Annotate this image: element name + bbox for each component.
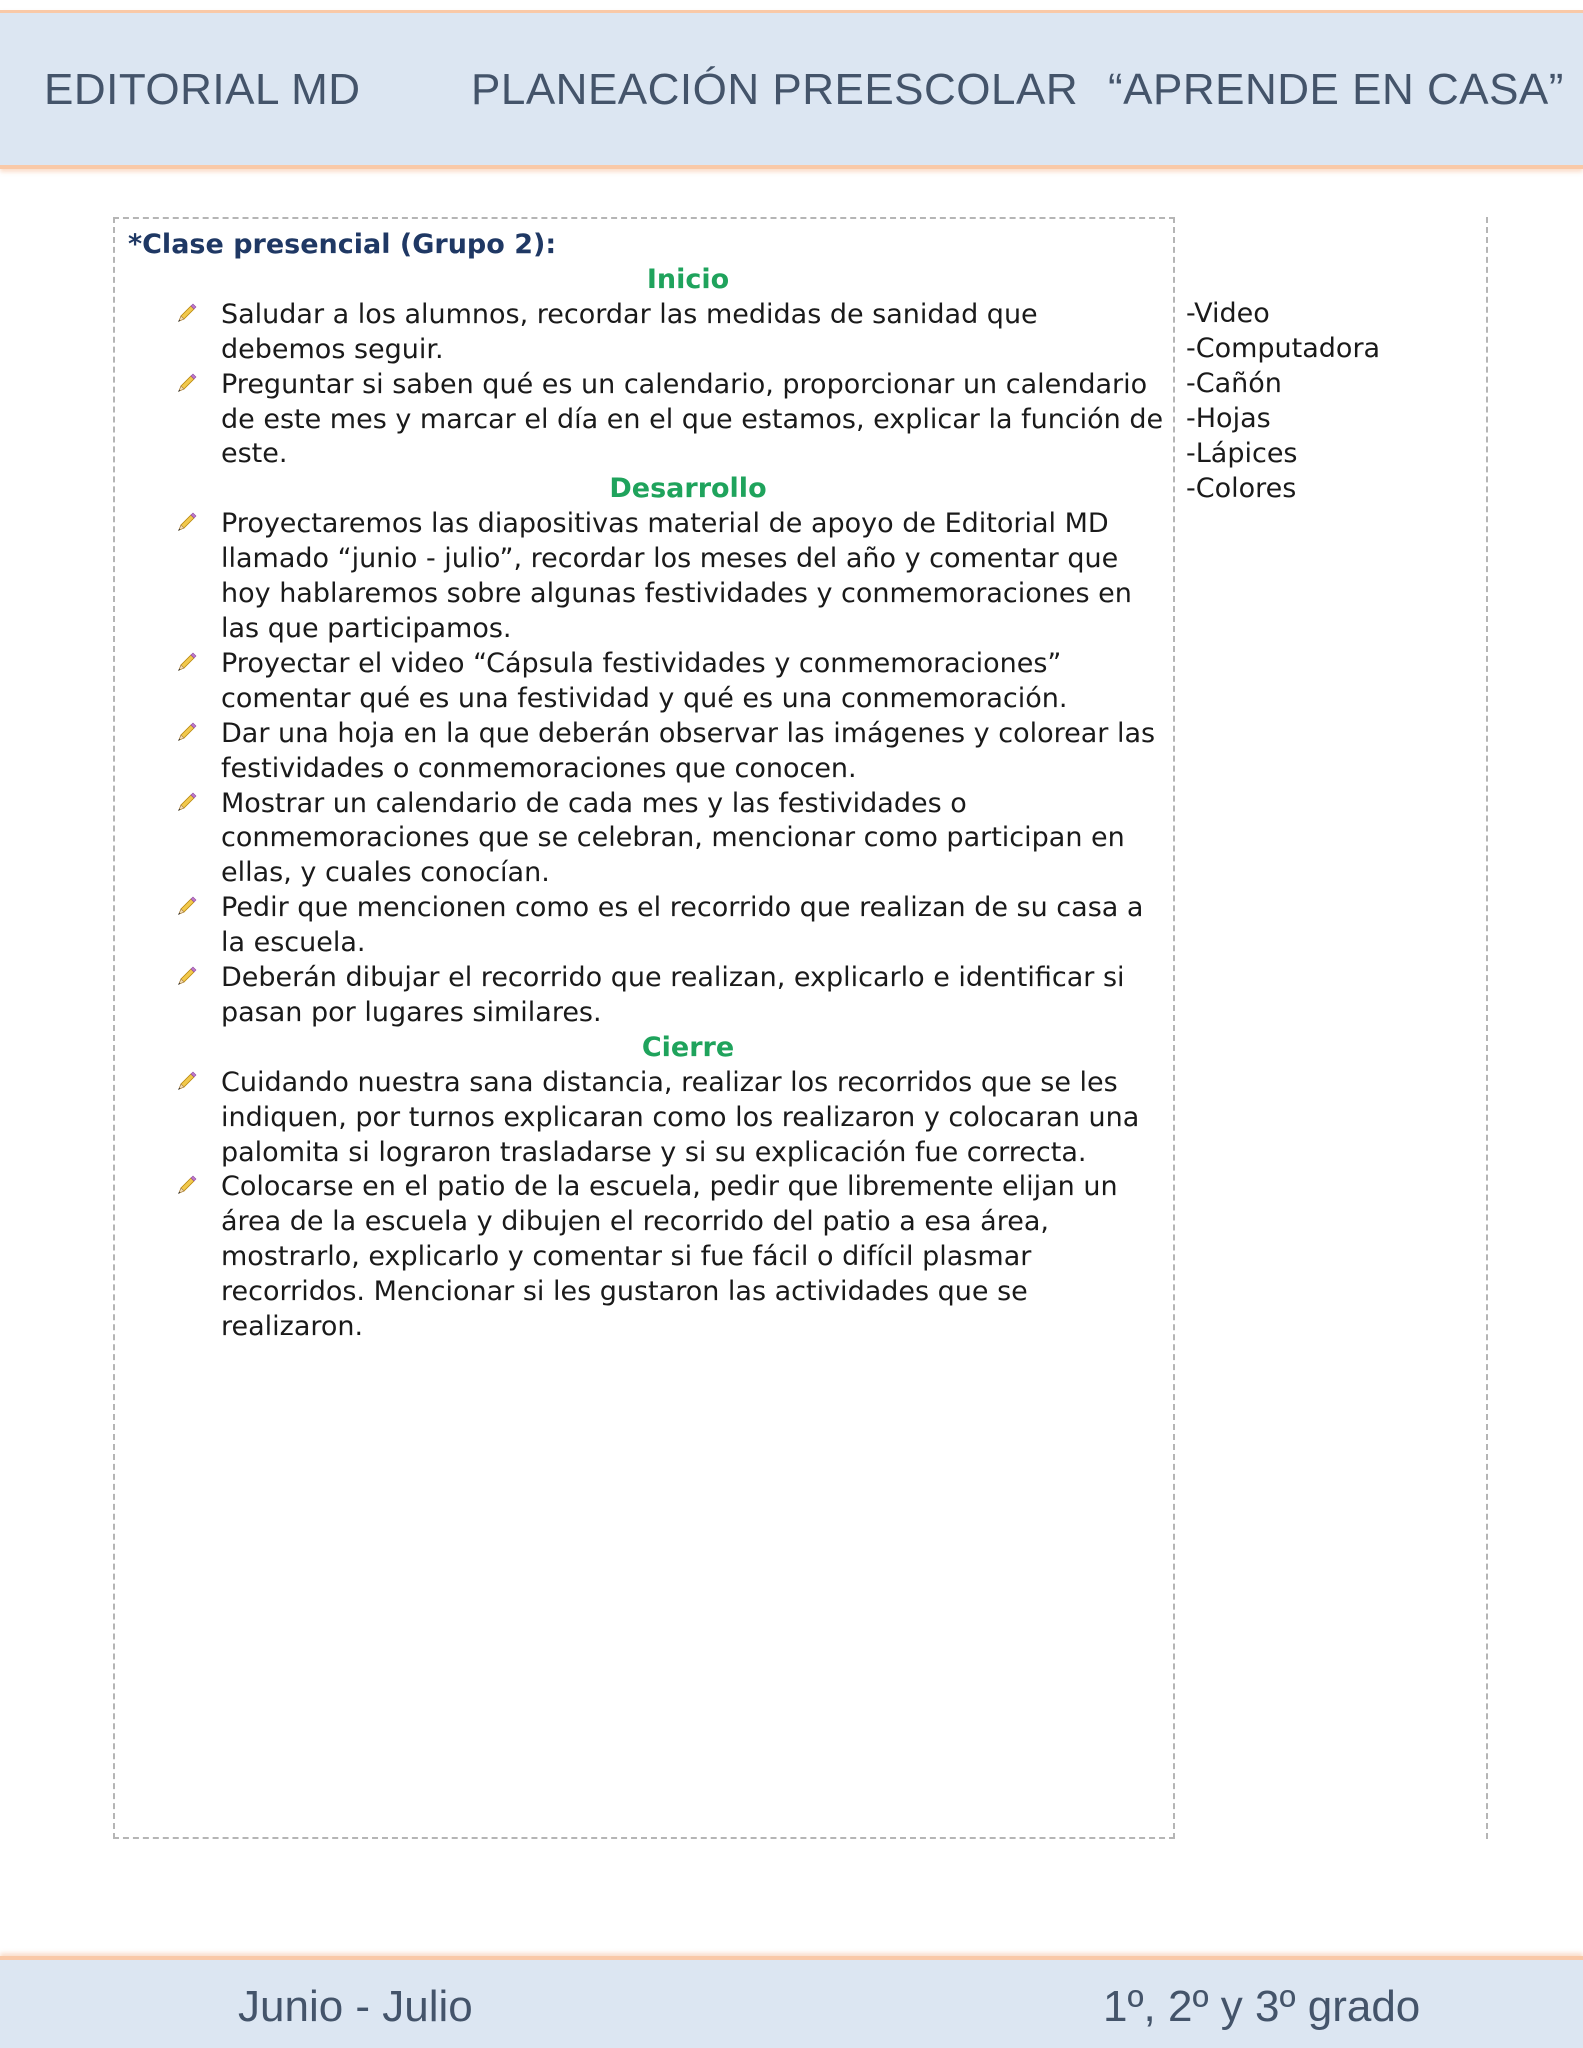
pencil-icon — [174, 651, 198, 675]
section-title-cierre: Cierre — [641, 1031, 735, 1063]
header-publisher: EDITORIAL MD — [44, 65, 361, 114]
list-item: Proyectar el video “Cápsula festividades y conmemoraciones” comentar qué es una festividad y qué es una conmemoración. — [128, 647, 1168, 717]
list-item: Saludar a los alumnos, recordar las medidas de sanidad que debemos seguir. — [128, 298, 1168, 368]
material-item: -Colores — [1186, 472, 1297, 504]
pencil-icon — [174, 721, 198, 745]
pencil-icon — [174, 511, 198, 535]
pencil-icon — [174, 1070, 198, 1094]
list-item: Pedir que mencionen como es el recorrido que realizan de su casa a la escuela. — [128, 891, 1168, 961]
page-footer — [0, 1956, 1583, 2048]
pencil-icon — [174, 1174, 198, 1198]
list-item: Proyectaremos las diapositivas material de apoyo de Editorial MD llamado “junio - julio”, recordar los meses del año y comentar que hoy hablaremos sobre algunas festividades y conmemoraciones en las que participamos. — [128, 507, 1168, 647]
materials-list — [1186, 297, 1486, 506]
section-title-desarrollo: Desarrollo — [609, 473, 767, 505]
cierre-list — [128, 1066, 1168, 1345]
list-item: Deberán dibujar el recorrido que realizan, explicarlo e identificar si pasan por lugares similares. — [128, 961, 1168, 1031]
list-item: Colocarse en el patio de la escuela, pedir que libremente elijan un área de la escuela y dibujen el recorrido del patio a esa área, mostrarlo, explicarlo y comentar si fue fácil o difícil plasmar recorridos. Mencionar si les gustaron las actividades que se realizaron. — [128, 1170, 1168, 1345]
footer-period: Junio - Julio — [238, 1982, 473, 2031]
material-item: -Computadora — [1186, 332, 1381, 364]
material-item: -Cañón — [1186, 367, 1282, 399]
pencil-icon — [174, 791, 198, 815]
class-title: *Clase presencial (Grupo 2): — [128, 229, 557, 260]
pencil-icon — [174, 302, 198, 326]
footer-grades: 1º, 2º y 3º grado — [1103, 1982, 1421, 2031]
inicio-list — [128, 298, 1168, 473]
pencil-icon — [174, 895, 198, 919]
list-item: Dar una hoja en la que deberán observar las imágenes y colorear las festividades o conmemoraciones que conocen. — [128, 717, 1168, 787]
list-item: Mostrar un calendario de cada mes y las festividades o conmemoraciones que se celebran, mencionar como participan en ellas, y cuales conocían. — [128, 787, 1168, 892]
material-item: -Video — [1186, 298, 1270, 329]
desarrollo-list — [128, 507, 1168, 1031]
page-header — [0, 10, 1583, 169]
pencil-icon — [174, 372, 198, 396]
list-item: Preguntar si saben qué es un calendario, proporcionar un calendario de este mes y marcar el día en el que estamos, explicar la función de este. — [128, 368, 1168, 473]
section-title-inicio: Inicio — [646, 263, 730, 295]
header-program: “APRENDE EN CASA” — [1108, 65, 1564, 114]
list-item: Cuidando nuestra sana distancia, realizar los recorridos que se les indiquen, por turnos explicaran como los realizaron y colocaran una palomita si lograron trasladarse y si su explicación fue correcta. — [128, 1066, 1168, 1171]
pencil-icon — [174, 965, 198, 989]
header-title: PLANEACIÓN PREESCOLAR — [471, 65, 1079, 114]
material-item: -Lápices — [1186, 437, 1298, 469]
material-item: -Hojas — [1186, 402, 1271, 434]
activities-content — [128, 228, 1168, 1345]
